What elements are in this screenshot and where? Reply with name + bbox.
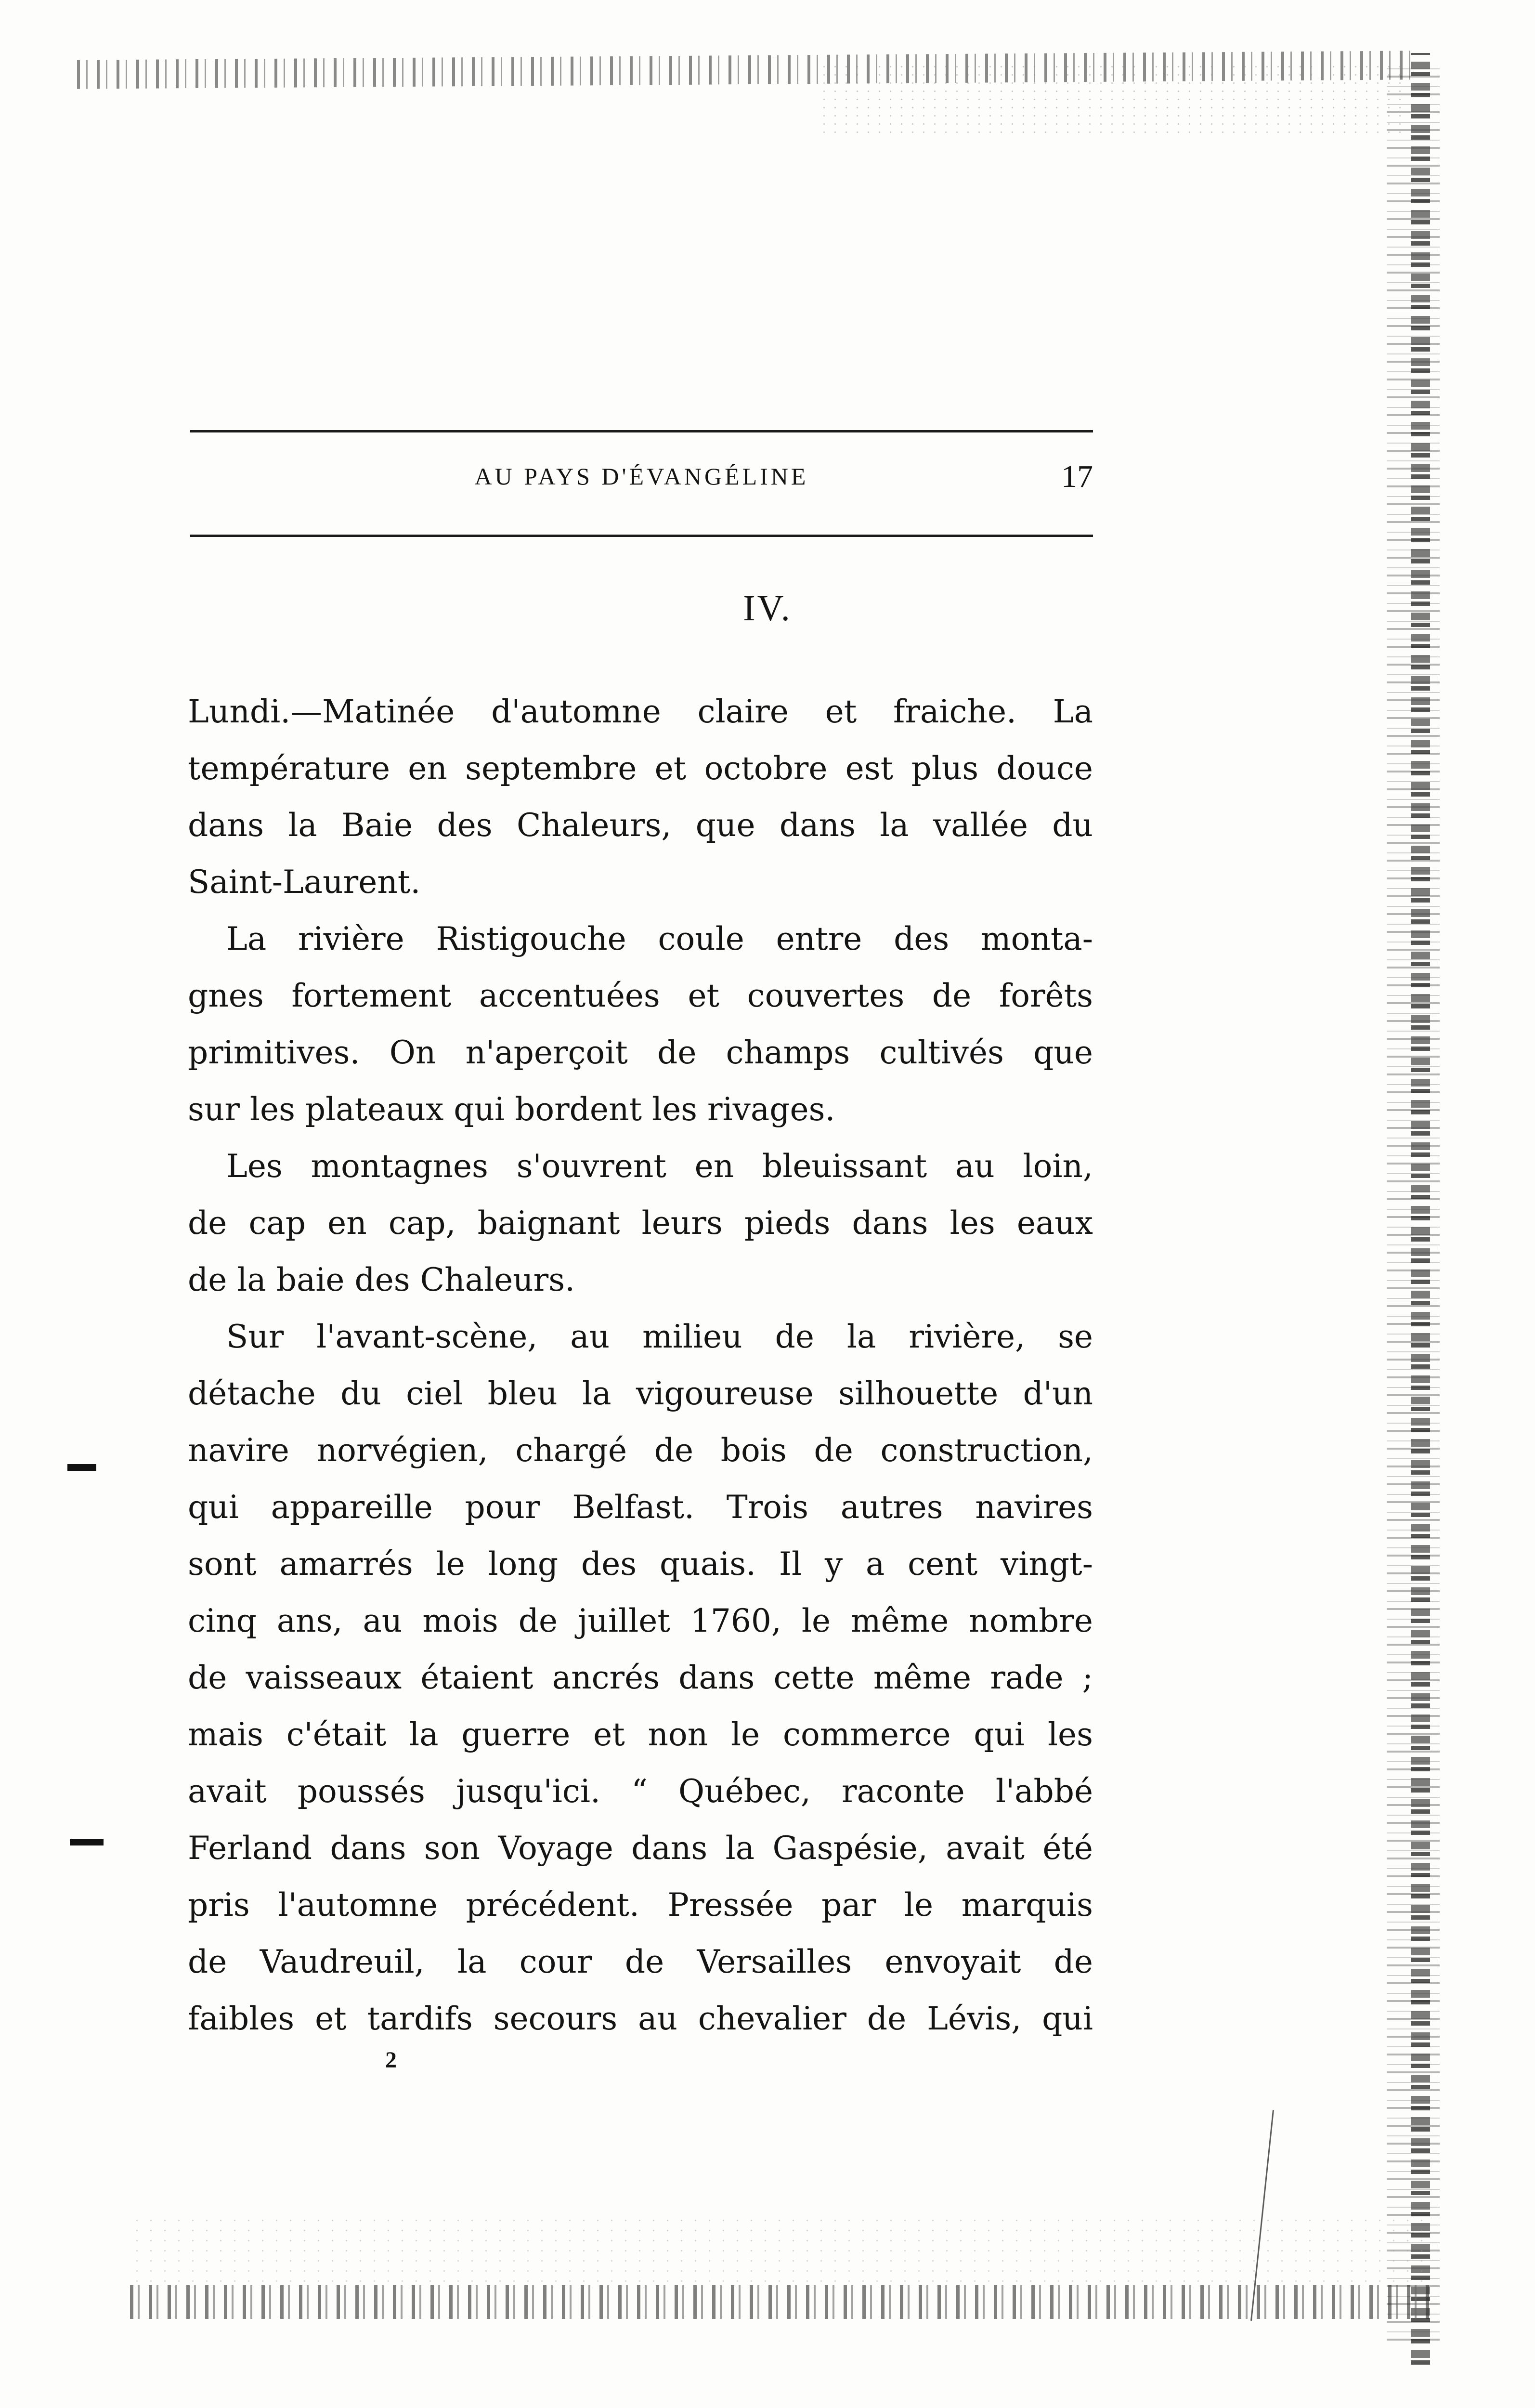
text-line: détache du ciel bleu la vigoureuse silhouette d'un (188, 1375, 1093, 1412)
text-line: de la baie des Chaleurs. (188, 1261, 575, 1298)
text-line: pris l'automne précédent. Pressée par le marquis (188, 1886, 1093, 1924)
text-line: sont amarrés le long des quais. Il y a cent vingt- (188, 1545, 1093, 1583)
text-line: de vaisseaux étaient ancrés dans cette même rade ; (188, 1659, 1093, 1696)
running-head-title: AU PAYS D'ÉVANGÉLINE (474, 463, 809, 490)
text-line: primitives. On n'aperçoit de champs cultivés que (188, 1034, 1093, 1071)
text-line: Ferland dans son Voyage dans la Gaspésie, avait été (188, 1830, 1093, 1867)
margin-mark (67, 1464, 96, 1471)
text-line: qui appareille pour Belfast. Trois autres navires (188, 1489, 1093, 1526)
text-line: sur les plateaux qui bordent les rivages. (188, 1091, 835, 1128)
margin-mark (70, 1839, 104, 1845)
text-line: de cap en cap, baignant leurs pieds dans les eaux (188, 1204, 1093, 1242)
header-rule-top (190, 430, 1093, 432)
page-number: 17 (1061, 459, 1093, 494)
text-line: navire norvégien, chargé de bois de construction, (188, 1432, 1093, 1469)
text-line: Sur l'avant-scène, au milieu de la rivière, se (226, 1318, 1093, 1355)
text-line: gnes fortement accentuées et couvertes de forêts (188, 977, 1093, 1014)
text-line: température en septembre et octobre est plus douce (188, 750, 1093, 787)
scan-noise-top-speckle (819, 63, 1406, 135)
text-line: de Vaudreuil, la cour de Versailles envoyait de (188, 1943, 1093, 1980)
text-line: avait poussés jusqu'ici. “ Québec, raconte l'abbé (188, 1773, 1093, 1810)
text-line: Lundi.—Matinée d'automne claire et fraiche. La (188, 693, 1093, 730)
chapter-number: IV. (743, 588, 792, 628)
text-line: La rivière Ristigouche coule entre des monta- (226, 920, 1093, 957)
scan-edge-right (1411, 53, 1430, 2365)
scan-noise-bottom (130, 2285, 1430, 2319)
text-line: cinq ans, au mois de juillet 1760, le même nombre (188, 1602, 1093, 1639)
signature-mark: 2 (385, 2047, 397, 2073)
running-head (190, 459, 1093, 501)
text-line: dans la Baie des Chaleurs, que dans la vallée du (188, 807, 1093, 844)
text-line: faibles et tardifs secours au chevalier de Lévis, qui (188, 2000, 1093, 2037)
text-line: Les montagnes s'ouvrent en bleuissant au loin, (226, 1148, 1093, 1185)
scan-noise-bottom-speckle (130, 2215, 1430, 2288)
text-line: Saint-Laurent. (188, 864, 421, 901)
header-rule-bottom (190, 535, 1093, 537)
text-line: mais c'était la guerre et non le commerce qui les (188, 1716, 1093, 1753)
